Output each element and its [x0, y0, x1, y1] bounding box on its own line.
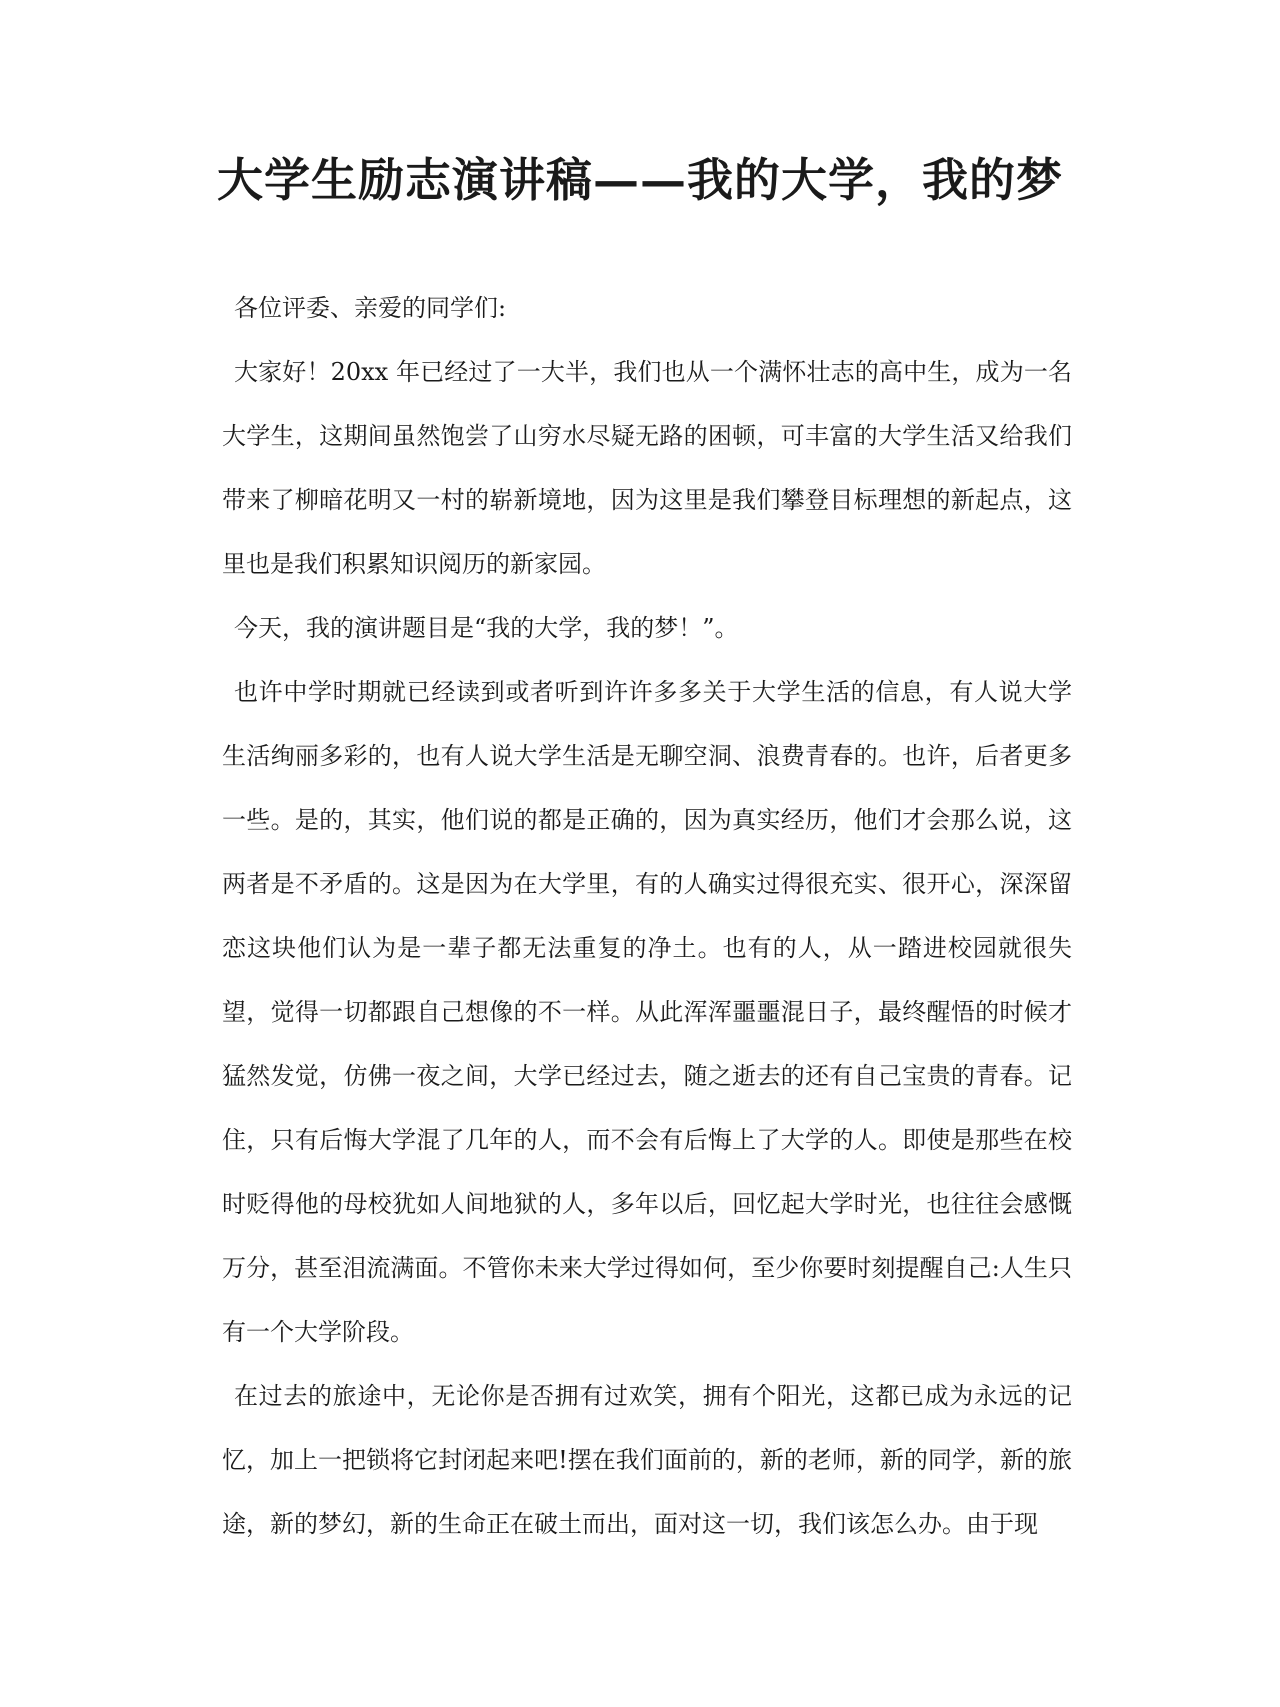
- paragraph-greeting: 大家好！20xx 年已经过了一大半，我们也从一个满怀壮志的高中生，成为一名大学生，这期间虽然饱尝了山穷水尽疑无路的困顿，可丰富的大学生活又给我们带来了柳暗花明又一村的崭新境地，因为这里是我们攀登目标理想的新起点，这里也是我们积累知识阅历的新家园。: [222, 358, 1072, 578]
- paragraph-salutation: 各位评委、亲爱的同学们:: [234, 294, 507, 322]
- paragraph-college-life: 也许中学时期就已经读到或者听到许许多多关于大学生活的信息，有人说大学生活绚丽多彩的，也有人说大学生活是无聊空洞、浪费青春的。也许，后者更多一些。是的，其实，他们说的都是正确的，因为真实经历，他们才会那么说，这两者是不矛盾的。这是因为在大学里，有的人确实过得很充实、很开心，深深留恋这块他们认为是一辈子都无法重复的净土。也有的人，从一踏进校园就很失望，觉得一切都跟自己想像的不一样。从此浑浑噩噩混日子，最终醒悟的时候才猛然发觉，仿佛一夜之间，大学已经过去，随之逝去的还有自己宝贵的青春。记住，只有后悔大学混了几年的人，而不会有后悔上了大学的人。即使是那些在校时贬得他的母校犹如人间地狱的人，多年以后，回忆起大学时光，也往往会感慨万分，甚至泪流满面。不管你未来大学过得如何，至少你要时刻提醒自己:人生只有一个大学阶段。: [222, 678, 1072, 1346]
- paragraph-topic: 今天，我的演讲题目是“我的大学，我的梦！”。: [234, 614, 739, 642]
- document-body: [222, 276, 1072, 1556]
- paragraph-journey: 在过去的旅途中，无论你是否拥有过欢笑，拥有个阳光，这都已成为永远的记忆，加上一把锁将它封闭起来吧!摆在我们面前的，新的老师，新的同学，新的旅途，新的梦幻，新的生命正在破土而出，面对这一切，我们该怎么办。由于现: [222, 1382, 1072, 1538]
- document-title: 大学生励志演讲稿——我的大学，我的梦: [217, 153, 1063, 207]
